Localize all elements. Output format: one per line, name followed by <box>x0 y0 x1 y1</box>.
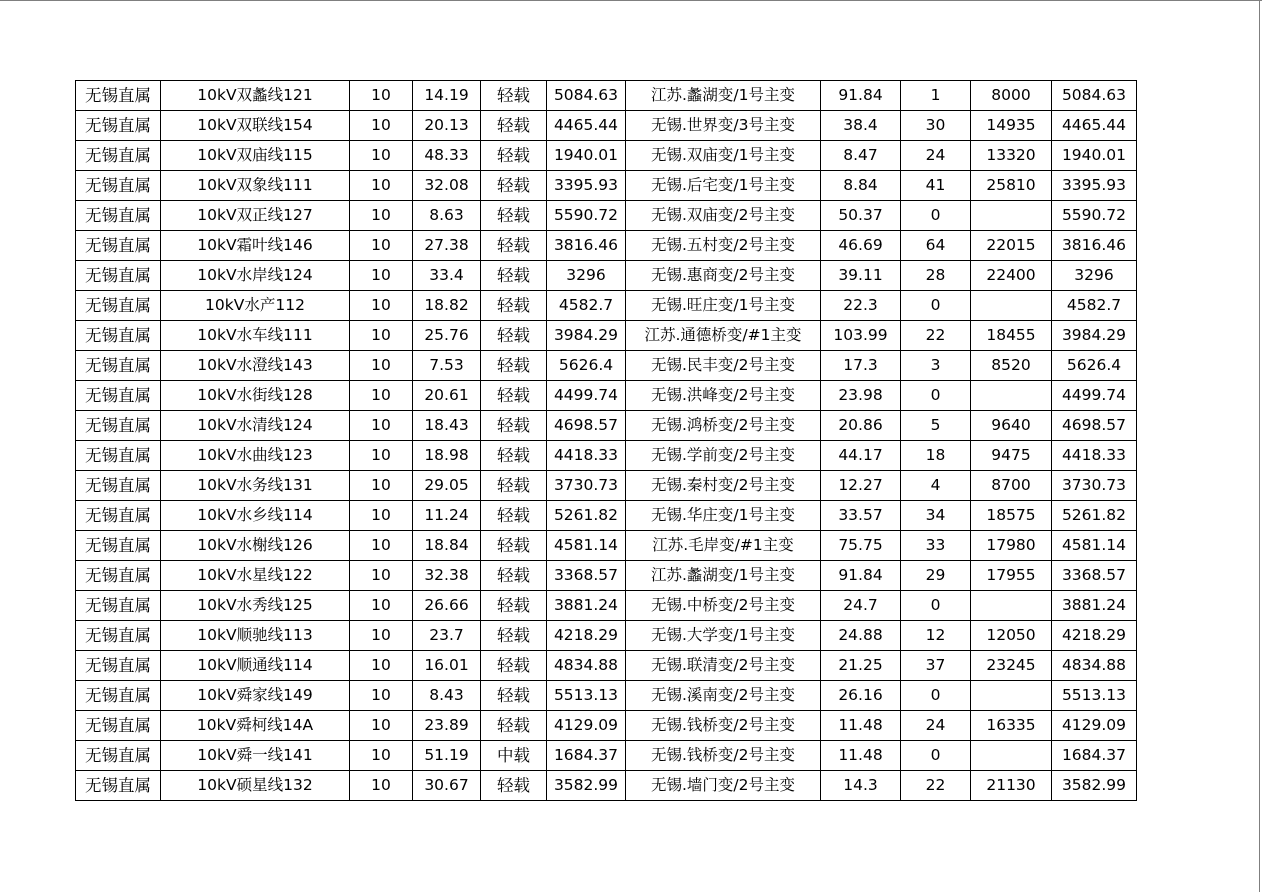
cell-count: 0 <box>901 681 971 711</box>
table-row <box>76 111 1137 141</box>
cell-user-capacity: 17980 <box>971 531 1052 561</box>
cell-voltage-kv: 10 <box>350 81 413 111</box>
cell-load-status: 轻载 <box>481 501 547 531</box>
table-body <box>76 81 1137 801</box>
cell-unit: 无锡直属 <box>76 231 161 261</box>
cell-user-capacity: 9475 <box>971 441 1052 471</box>
cell-total: 1684.37 <box>1052 741 1137 771</box>
cell-length: 48.33 <box>413 141 481 171</box>
cell-transformer-load: 11.48 <box>821 741 901 771</box>
cell-count: 0 <box>901 381 971 411</box>
cell-substation-transformer: 无锡.双庙变/2号主变 <box>626 201 821 231</box>
cell-total: 4698.57 <box>1052 411 1137 441</box>
cell-substation-transformer: 无锡.钱桥变/2号主变 <box>626 741 821 771</box>
cell-total: 4582.7 <box>1052 291 1137 321</box>
cell-capacity: 4129.09 <box>547 711 626 741</box>
cell-line-name: 10kV水街线128 <box>161 381 350 411</box>
cell-voltage-kv: 10 <box>350 321 413 351</box>
table-row <box>76 711 1137 741</box>
cell-voltage-kv: 10 <box>350 471 413 501</box>
table-row <box>76 351 1137 381</box>
cell-unit: 无锡直属 <box>76 441 161 471</box>
cell-count: 3 <box>901 351 971 381</box>
cell-unit: 无锡直属 <box>76 651 161 681</box>
cell-transformer-load: 11.48 <box>821 711 901 741</box>
cell-voltage-kv: 10 <box>350 741 413 771</box>
cell-load-status: 轻载 <box>481 681 547 711</box>
cell-unit: 无锡直属 <box>76 471 161 501</box>
cell-load-status: 轻载 <box>481 171 547 201</box>
cell-capacity: 3368.57 <box>547 561 626 591</box>
cell-total: 3368.57 <box>1052 561 1137 591</box>
table-row <box>76 741 1137 771</box>
table-row <box>76 501 1137 531</box>
cell-unit: 无锡直属 <box>76 111 161 141</box>
cell-voltage-kv: 10 <box>350 261 413 291</box>
cell-user-capacity: 22015 <box>971 231 1052 261</box>
cell-length: 23.7 <box>413 621 481 651</box>
table-row <box>76 141 1137 171</box>
cell-transformer-load: 24.88 <box>821 621 901 651</box>
cell-user-capacity: 13320 <box>971 141 1052 171</box>
cell-transformer-load: 38.4 <box>821 111 901 141</box>
cell-unit: 无锡直属 <box>76 321 161 351</box>
cell-count: 22 <box>901 771 971 801</box>
cell-substation-transformer: 江苏.蠡湖变/1号主变 <box>626 81 821 111</box>
cell-user-capacity <box>971 291 1052 321</box>
cell-load-status: 轻载 <box>481 231 547 261</box>
cell-count: 0 <box>901 741 971 771</box>
cell-substation-transformer: 无锡.钱桥变/2号主变 <box>626 711 821 741</box>
cell-count: 41 <box>901 171 971 201</box>
cell-unit: 无锡直属 <box>76 261 161 291</box>
cell-voltage-kv: 10 <box>350 651 413 681</box>
cell-length: 29.05 <box>413 471 481 501</box>
cell-line-name: 10kV水秀线125 <box>161 591 350 621</box>
cell-unit: 无锡直属 <box>76 591 161 621</box>
cell-load-status: 轻载 <box>481 531 547 561</box>
cell-capacity: 3296 <box>547 261 626 291</box>
cell-load-status: 轻载 <box>481 771 547 801</box>
cell-capacity: 5626.4 <box>547 351 626 381</box>
cell-total: 4418.33 <box>1052 441 1137 471</box>
cell-voltage-kv: 10 <box>350 441 413 471</box>
cell-line-name: 10kV舜家线149 <box>161 681 350 711</box>
cell-user-capacity: 12050 <box>971 621 1052 651</box>
cell-capacity: 5513.13 <box>547 681 626 711</box>
cell-load-status: 轻载 <box>481 471 547 501</box>
cell-user-capacity: 16335 <box>971 711 1052 741</box>
cell-capacity: 1940.01 <box>547 141 626 171</box>
cell-total: 4499.74 <box>1052 381 1137 411</box>
cell-line-name: 10kV双庙线115 <box>161 141 350 171</box>
cell-capacity: 4218.29 <box>547 621 626 651</box>
cell-line-name: 10kV水务线131 <box>161 471 350 501</box>
cell-substation-transformer: 无锡.世界变/3号主变 <box>626 111 821 141</box>
cell-substation-transformer: 无锡.鸿桥变/2号主变 <box>626 411 821 441</box>
cell-substation-transformer: 无锡.华庄变/1号主变 <box>626 501 821 531</box>
cell-total: 4834.88 <box>1052 651 1137 681</box>
cell-substation-transformer: 江苏.毛岸变/#1主变 <box>626 531 821 561</box>
table-row <box>76 681 1137 711</box>
cell-unit: 无锡直属 <box>76 741 161 771</box>
cell-line-name: 10kV水榭线126 <box>161 531 350 561</box>
table-row <box>76 321 1137 351</box>
cell-load-status: 轻载 <box>481 441 547 471</box>
cell-line-name: 10kV水产112 <box>161 291 350 321</box>
cell-total: 5261.82 <box>1052 501 1137 531</box>
cell-substation-transformer: 无锡.学前变/2号主变 <box>626 441 821 471</box>
cell-substation-transformer: 无锡.五村变/2号主变 <box>626 231 821 261</box>
table-row <box>76 201 1137 231</box>
cell-substation-transformer: 无锡.中桥变/2号主变 <box>626 591 821 621</box>
cell-capacity: 4582.7 <box>547 291 626 321</box>
cell-transformer-load: 50.37 <box>821 201 901 231</box>
cell-line-name: 10kV水星线122 <box>161 561 350 591</box>
data-table <box>75 80 1137 801</box>
cell-substation-transformer: 无锡.民丰变/2号主变 <box>626 351 821 381</box>
cell-length: 26.66 <box>413 591 481 621</box>
cell-count: 12 <box>901 621 971 651</box>
cell-user-capacity: 21130 <box>971 771 1052 801</box>
cell-length: 14.19 <box>413 81 481 111</box>
cell-total: 3730.73 <box>1052 471 1137 501</box>
cell-unit: 无锡直属 <box>76 351 161 381</box>
cell-unit: 无锡直属 <box>76 771 161 801</box>
cell-line-name: 10kV硕星线132 <box>161 771 350 801</box>
cell-transformer-load: 44.17 <box>821 441 901 471</box>
cell-length: 8.63 <box>413 201 481 231</box>
cell-total: 3984.29 <box>1052 321 1137 351</box>
table-row <box>76 381 1137 411</box>
cell-unit: 无锡直属 <box>76 501 161 531</box>
cell-total: 5513.13 <box>1052 681 1137 711</box>
cell-length: 23.89 <box>413 711 481 741</box>
table-row <box>76 471 1137 501</box>
cell-line-name: 10kV顺通线114 <box>161 651 350 681</box>
cell-transformer-load: 46.69 <box>821 231 901 261</box>
cell-line-name: 10kV水乡线114 <box>161 501 350 531</box>
cell-count: 29 <box>901 561 971 591</box>
cell-count: 0 <box>901 201 971 231</box>
cell-capacity: 4465.44 <box>547 111 626 141</box>
cell-load-status: 轻载 <box>481 291 547 321</box>
cell-load-status: 轻载 <box>481 261 547 291</box>
cell-line-name: 10kV水车线111 <box>161 321 350 351</box>
cell-total: 5590.72 <box>1052 201 1137 231</box>
table-row <box>76 411 1137 441</box>
cell-user-capacity <box>971 201 1052 231</box>
cell-user-capacity <box>971 681 1052 711</box>
cell-voltage-kv: 10 <box>350 591 413 621</box>
cell-length: 18.84 <box>413 531 481 561</box>
cell-transformer-load: 14.3 <box>821 771 901 801</box>
cell-capacity: 3984.29 <box>547 321 626 351</box>
cell-user-capacity: 8000 <box>971 81 1052 111</box>
cell-transformer-load: 8.84 <box>821 171 901 201</box>
cell-line-name: 10kV舜一线141 <box>161 741 350 771</box>
table-row <box>76 561 1137 591</box>
cell-voltage-kv: 10 <box>350 771 413 801</box>
cell-length: 16.01 <box>413 651 481 681</box>
cell-substation-transformer: 无锡.后宅变/1号主变 <box>626 171 821 201</box>
cell-load-status: 轻载 <box>481 711 547 741</box>
cell-count: 28 <box>901 261 971 291</box>
cell-count: 18 <box>901 441 971 471</box>
cell-line-name: 10kV舜柯线14A <box>161 711 350 741</box>
cell-unit: 无锡直属 <box>76 411 161 441</box>
cell-length: 20.13 <box>413 111 481 141</box>
cell-capacity: 4499.74 <box>547 381 626 411</box>
cell-voltage-kv: 10 <box>350 201 413 231</box>
cell-count: 37 <box>901 651 971 681</box>
cell-voltage-kv: 10 <box>350 171 413 201</box>
cell-voltage-kv: 10 <box>350 411 413 441</box>
cell-length: 32.08 <box>413 171 481 201</box>
cell-user-capacity: 8700 <box>971 471 1052 501</box>
page-top-border <box>0 0 1262 1</box>
cell-load-status: 轻载 <box>481 351 547 381</box>
cell-unit: 无锡直属 <box>76 201 161 231</box>
cell-substation-transformer: 无锡.惠商变/2号主变 <box>626 261 821 291</box>
cell-line-name: 10kV双联线154 <box>161 111 350 141</box>
cell-count: 24 <box>901 141 971 171</box>
cell-capacity: 5261.82 <box>547 501 626 531</box>
cell-voltage-kv: 10 <box>350 381 413 411</box>
cell-unit: 无锡直属 <box>76 621 161 651</box>
cell-count: 64 <box>901 231 971 261</box>
cell-voltage-kv: 10 <box>350 141 413 171</box>
cell-unit: 无锡直属 <box>76 171 161 201</box>
cell-substation-transformer: 江苏.通德桥变/#1主变 <box>626 321 821 351</box>
cell-unit: 无锡直属 <box>76 381 161 411</box>
cell-count: 1 <box>901 81 971 111</box>
cell-unit: 无锡直属 <box>76 561 161 591</box>
cell-unit: 无锡直属 <box>76 291 161 321</box>
cell-line-name: 10kV霜叶线146 <box>161 231 350 261</box>
cell-user-capacity: 18575 <box>971 501 1052 531</box>
cell-length: 27.38 <box>413 231 481 261</box>
cell-voltage-kv: 10 <box>350 621 413 651</box>
cell-length: 7.53 <box>413 351 481 381</box>
cell-transformer-load: 21.25 <box>821 651 901 681</box>
cell-length: 33.4 <box>413 261 481 291</box>
cell-load-status: 轻载 <box>481 591 547 621</box>
cell-line-name: 10kV顺驰线113 <box>161 621 350 651</box>
cell-substation-transformer: 无锡.大学变/1号主变 <box>626 621 821 651</box>
cell-capacity: 4834.88 <box>547 651 626 681</box>
cell-count: 24 <box>901 711 971 741</box>
cell-user-capacity <box>971 591 1052 621</box>
cell-count: 34 <box>901 501 971 531</box>
cell-capacity: 4581.14 <box>547 531 626 561</box>
cell-voltage-kv: 10 <box>350 711 413 741</box>
cell-voltage-kv: 10 <box>350 231 413 261</box>
cell-total: 1940.01 <box>1052 141 1137 171</box>
cell-total: 3395.93 <box>1052 171 1137 201</box>
cell-load-status: 轻载 <box>481 621 547 651</box>
cell-capacity: 5590.72 <box>547 201 626 231</box>
cell-user-capacity: 8520 <box>971 351 1052 381</box>
cell-line-name: 10kV水澄线143 <box>161 351 350 381</box>
cell-unit: 无锡直属 <box>76 81 161 111</box>
cell-load-status: 轻载 <box>481 81 547 111</box>
cell-load-status: 轻载 <box>481 651 547 681</box>
cell-user-capacity: 9640 <box>971 411 1052 441</box>
cell-total: 4465.44 <box>1052 111 1137 141</box>
cell-capacity: 3881.24 <box>547 591 626 621</box>
cell-transformer-load: 24.7 <box>821 591 901 621</box>
table-row <box>76 651 1137 681</box>
cell-total: 4218.29 <box>1052 621 1137 651</box>
cell-total: 5084.63 <box>1052 81 1137 111</box>
cell-total: 3881.24 <box>1052 591 1137 621</box>
table-row <box>76 171 1137 201</box>
cell-substation-transformer: 江苏.蠡湖变/1号主变 <box>626 561 821 591</box>
cell-load-status: 轻载 <box>481 411 547 441</box>
cell-substation-transformer: 无锡.旺庄变/1号主变 <box>626 291 821 321</box>
cell-user-capacity: 17955 <box>971 561 1052 591</box>
cell-load-status: 轻载 <box>481 201 547 231</box>
cell-capacity: 3730.73 <box>547 471 626 501</box>
cell-load-status: 轻载 <box>481 141 547 171</box>
table-row <box>76 771 1137 801</box>
cell-unit: 无锡直属 <box>76 681 161 711</box>
cell-substation-transformer: 无锡.联清变/2号主变 <box>626 651 821 681</box>
cell-load-status: 轻载 <box>481 321 547 351</box>
cell-transformer-load: 23.98 <box>821 381 901 411</box>
cell-line-name: 10kV双象线111 <box>161 171 350 201</box>
cell-length: 8.43 <box>413 681 481 711</box>
cell-total: 5626.4 <box>1052 351 1137 381</box>
cell-unit: 无锡直属 <box>76 141 161 171</box>
cell-substation-transformer: 无锡.墙门变/2号主变 <box>626 771 821 801</box>
cell-load-status: 轻载 <box>481 561 547 591</box>
cell-line-name: 10kV水清线124 <box>161 411 350 441</box>
cell-substation-transformer: 无锡.秦村变/2号主变 <box>626 471 821 501</box>
cell-capacity: 3395.93 <box>547 171 626 201</box>
cell-transformer-load: 103.99 <box>821 321 901 351</box>
table-row <box>76 591 1137 621</box>
cell-length: 18.43 <box>413 411 481 441</box>
cell-count: 5 <box>901 411 971 441</box>
cell-load-status: 轻载 <box>481 111 547 141</box>
cell-voltage-kv: 10 <box>350 561 413 591</box>
cell-line-name: 10kV水曲线123 <box>161 441 350 471</box>
cell-capacity: 4698.57 <box>547 411 626 441</box>
table-row <box>76 621 1137 651</box>
cell-transformer-load: 39.11 <box>821 261 901 291</box>
cell-user-capacity <box>971 381 1052 411</box>
cell-length: 20.61 <box>413 381 481 411</box>
cell-length: 32.38 <box>413 561 481 591</box>
cell-capacity: 1684.37 <box>547 741 626 771</box>
cell-total: 3582.99 <box>1052 771 1137 801</box>
cell-capacity: 3582.99 <box>547 771 626 801</box>
cell-line-name: 10kV双蠡线121 <box>161 81 350 111</box>
cell-total: 4129.09 <box>1052 711 1137 741</box>
cell-count: 22 <box>901 321 971 351</box>
cell-load-status: 轻载 <box>481 381 547 411</box>
cell-substation-transformer: 无锡.洪峰变/2号主变 <box>626 381 821 411</box>
cell-voltage-kv: 10 <box>350 531 413 561</box>
cell-transformer-load: 22.3 <box>821 291 901 321</box>
cell-length: 25.76 <box>413 321 481 351</box>
cell-transformer-load: 91.84 <box>821 81 901 111</box>
cell-user-capacity: 25810 <box>971 171 1052 201</box>
cell-voltage-kv: 10 <box>350 111 413 141</box>
cell-length: 11.24 <box>413 501 481 531</box>
cell-capacity: 3816.46 <box>547 231 626 261</box>
cell-count: 0 <box>901 291 971 321</box>
cell-capacity: 4418.33 <box>547 441 626 471</box>
table-row <box>76 81 1137 111</box>
cell-voltage-kv: 10 <box>350 681 413 711</box>
cell-user-capacity: 22400 <box>971 261 1052 291</box>
table-row <box>76 231 1137 261</box>
cell-total: 3296 <box>1052 261 1137 291</box>
cell-transformer-load: 20.86 <box>821 411 901 441</box>
table-row <box>76 531 1137 561</box>
page-right-border <box>1259 0 1260 892</box>
cell-count: 30 <box>901 111 971 141</box>
cell-unit: 无锡直属 <box>76 711 161 741</box>
cell-substation-transformer: 无锡.双庙变/1号主变 <box>626 141 821 171</box>
table-row <box>76 441 1137 471</box>
cell-length: 51.19 <box>413 741 481 771</box>
cell-transformer-load: 75.75 <box>821 531 901 561</box>
table-row <box>76 261 1137 291</box>
cell-count: 4 <box>901 471 971 501</box>
cell-transformer-load: 12.27 <box>821 471 901 501</box>
cell-user-capacity <box>971 741 1052 771</box>
cell-voltage-kv: 10 <box>350 351 413 381</box>
table-row <box>76 291 1137 321</box>
cell-length: 18.82 <box>413 291 481 321</box>
cell-voltage-kv: 10 <box>350 291 413 321</box>
cell-transformer-load: 33.57 <box>821 501 901 531</box>
cell-user-capacity: 18455 <box>971 321 1052 351</box>
cell-length: 30.67 <box>413 771 481 801</box>
cell-unit: 无锡直属 <box>76 531 161 561</box>
cell-user-capacity: 14935 <box>971 111 1052 141</box>
cell-voltage-kv: 10 <box>350 501 413 531</box>
cell-transformer-load: 91.84 <box>821 561 901 591</box>
cell-count: 0 <box>901 591 971 621</box>
cell-line-name: 10kV水岸线124 <box>161 261 350 291</box>
cell-user-capacity: 23245 <box>971 651 1052 681</box>
cell-transformer-load: 17.3 <box>821 351 901 381</box>
cell-count: 33 <box>901 531 971 561</box>
cell-capacity: 5084.63 <box>547 81 626 111</box>
cell-total: 4581.14 <box>1052 531 1137 561</box>
cell-transformer-load: 8.47 <box>821 141 901 171</box>
cell-total: 3816.46 <box>1052 231 1137 261</box>
cell-substation-transformer: 无锡.溪南变/2号主变 <box>626 681 821 711</box>
cell-load-status: 中载 <box>481 741 547 771</box>
cell-length: 18.98 <box>413 441 481 471</box>
cell-transformer-load: 26.16 <box>821 681 901 711</box>
cell-line-name: 10kV双正线127 <box>161 201 350 231</box>
